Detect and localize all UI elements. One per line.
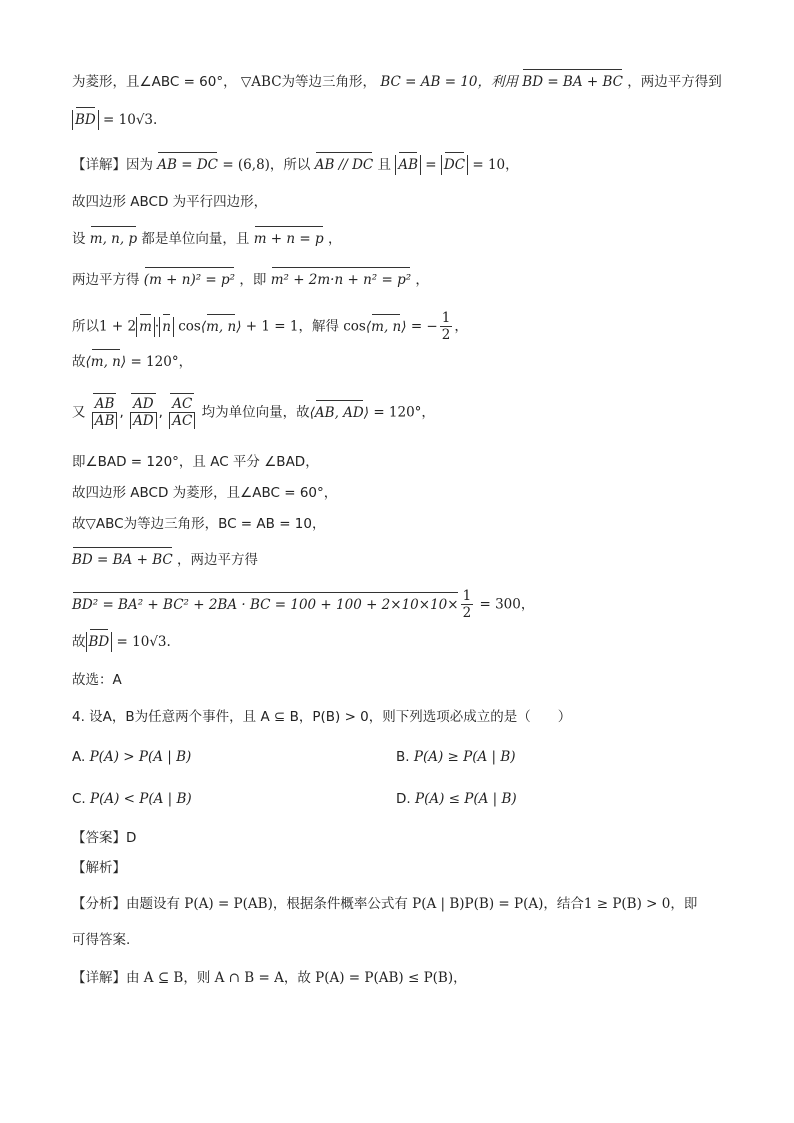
- vector-expression: AB // DC: [314, 157, 374, 173]
- vector-expression: m² + 2m·n + n² = p²: [270, 272, 412, 288]
- question-4: [72, 707, 571, 727]
- vector-magnitude: [72, 110, 99, 130]
- analysis-line-2: [72, 930, 130, 950]
- line-11: [72, 483, 337, 503]
- text: = 120°，: [373, 404, 435, 421]
- vector: AB: [398, 157, 418, 173]
- option-text: P(A) > P(A | B): [89, 749, 192, 765]
- vector: BD: [88, 634, 110, 650]
- numerator: 1: [441, 310, 451, 326]
- denominator: AC: [169, 413, 195, 429]
- line-8: [72, 352, 192, 372]
- text: 为菱形，且∠ABC = 60°，: [72, 74, 237, 90]
- line-5: [72, 229, 341, 249]
- line-9: 又 $\frac{AB}{AB}$ , $\frac{AD}{AD}$ , $\frac{AC}{AC}$ 均为单位向量，故⟨ AB, AD ⟩ = 120°，: [72, 396, 435, 429]
- line-4: [72, 192, 267, 212]
- text: = 120°，: [130, 354, 193, 370]
- text: 又: [72, 404, 86, 421]
- text: ·: [154, 318, 160, 335]
- question-text: 4. 设A，B为任意两个事件，且 A ⊆ B，P(B) > 0，则下列选项必成立的是（ ）: [72, 709, 572, 725]
- text: 均为单位向量，故: [201, 404, 310, 421]
- fraction: [92, 396, 118, 429]
- denominator: AB: [92, 413, 118, 429]
- text: 且: [377, 157, 392, 173]
- vector-list: m, n, p: [89, 231, 138, 247]
- text: ▽ABC为等边三角形，: [240, 74, 377, 90]
- option-a: [72, 747, 191, 767]
- line-6: [72, 270, 429, 290]
- vector-expression: BD = BA + BC: [72, 552, 173, 568]
- text: 都是单位向量，且: [141, 231, 250, 247]
- answer-line: [72, 828, 136, 848]
- final-answer: 故选：A: [72, 672, 122, 688]
- text: = (6,8)，所以: [222, 157, 311, 173]
- vector-angle: [366, 319, 407, 335]
- option-label: D.: [396, 791, 411, 807]
- answer-tag: 【答案】: [72, 830, 126, 846]
- text: 故: [72, 634, 86, 650]
- text: = −: [410, 318, 438, 335]
- line-2: [72, 110, 157, 130]
- vector: m, n: [90, 354, 121, 370]
- detail-line: [72, 968, 467, 988]
- option-text: P(A) < P(A | B): [90, 791, 192, 807]
- numerator: AB: [92, 396, 118, 413]
- line-12: [72, 514, 325, 534]
- text: 因为: [126, 157, 153, 173]
- text: 所以1 + 2: [72, 318, 137, 335]
- numerator: AD: [130, 396, 157, 413]
- text: cos: [178, 318, 201, 335]
- vector-angle: [201, 319, 242, 335]
- line-14: [72, 588, 534, 621]
- answer-value: D: [126, 830, 137, 846]
- option-text: P(A) ≤ P(A | B): [414, 791, 517, 807]
- vector-magnitude: [441, 155, 468, 175]
- line-15: [72, 632, 171, 652]
- text: BC = AB = 10，利用: [380, 74, 518, 90]
- line-1: [72, 72, 722, 92]
- text: 两边平方得: [72, 272, 140, 288]
- vector-magnitude: [86, 632, 113, 652]
- line-3: [72, 155, 519, 175]
- vector-expression: m + n = p: [253, 231, 324, 247]
- vector-angle: [86, 354, 127, 370]
- text: ，即: [239, 272, 267, 288]
- option-label: B.: [396, 749, 410, 765]
- denominator: AD: [130, 413, 157, 429]
- section-tag: 【详解】: [72, 157, 126, 173]
- vector-expression: BD = BA + BC: [522, 74, 623, 90]
- analysis-tag: 【解析】: [72, 860, 126, 876]
- text: 故四边形 ABCD 为平行四边形，: [72, 194, 268, 210]
- vector-expression: (m + n)² = p²: [143, 272, 236, 288]
- option-label: A.: [72, 749, 86, 765]
- text: ，: [415, 272, 429, 288]
- fraction: [440, 310, 453, 343]
- text: =: [425, 157, 437, 173]
- text: 设: [72, 231, 86, 247]
- line-7: [72, 310, 468, 343]
- section-tag: 【分析】: [72, 896, 126, 912]
- vector-magnitude: [159, 317, 174, 337]
- vector: BD: [75, 112, 96, 128]
- option-label: C.: [72, 791, 86, 807]
- text: = 10，: [472, 157, 519, 173]
- fraction: [130, 396, 157, 429]
- vector: m, n: [371, 318, 402, 335]
- text: + 1 = 1，解得 cos: [245, 318, 366, 335]
- numerator: AC: [169, 396, 195, 413]
- text: ，两边平方得: [177, 552, 258, 568]
- section-tag: 【详解】: [72, 970, 126, 986]
- vector: AB, AD: [314, 404, 364, 421]
- text: ，: [327, 231, 342, 247]
- text: 即∠BAD = 120°，且 AC 平分 ∠BAD，: [72, 454, 319, 470]
- numerator: 1: [462, 588, 472, 604]
- fraction: [461, 588, 474, 621]
- vector: n: [162, 318, 171, 335]
- vector-magnitude: [136, 317, 155, 337]
- vector-magnitude: [395, 155, 421, 175]
- analysis-heading: [72, 858, 126, 878]
- line-16: [72, 670, 122, 690]
- vector-expression: AB = DC: [157, 157, 219, 173]
- denominator: 2: [462, 605, 472, 621]
- option-d: [396, 789, 517, 809]
- line-13: [72, 550, 258, 570]
- text: 由题设有 P(A) = P(AB)，根据条件概率公式有 P(A | B)P(B) = P(A)，结合1 ≥ P(B) > 0，即: [126, 896, 698, 912]
- text: = 10√3.: [116, 634, 171, 650]
- text: 故▽ABC为等边三角形，BC = AB = 10，: [72, 516, 326, 532]
- vector-expression: BD² = BA² + BC² + 2BA · BC = 100 + 100 + 2×10×10×: [72, 596, 459, 613]
- text: 故: [72, 354, 86, 370]
- text: = 300，: [479, 596, 535, 613]
- analysis-line-1: [72, 894, 697, 914]
- option-text: P(A) ≥ P(A | B): [413, 749, 516, 765]
- text: = 10√3.: [103, 112, 158, 128]
- vector: DC: [443, 157, 466, 173]
- denominator: 2: [441, 327, 451, 343]
- option-b: [396, 747, 516, 767]
- fraction: [169, 396, 195, 429]
- line-10: [72, 452, 319, 472]
- text: ，: [454, 318, 468, 335]
- text: 可得答案.: [72, 932, 131, 948]
- option-c: [72, 789, 192, 809]
- vector: m: [139, 318, 152, 335]
- text: 由 A ⊆ B，则 A ∩ B = A，故 P(A) = P(AB) ≤ P(B)，: [126, 970, 467, 986]
- vector-angle: [310, 405, 369, 421]
- text: 故四边形 ABCD 为菱形，且∠ABC = 60°，: [72, 485, 338, 501]
- vector: m, n: [206, 318, 237, 335]
- text: ，两边平方得到: [627, 74, 722, 90]
